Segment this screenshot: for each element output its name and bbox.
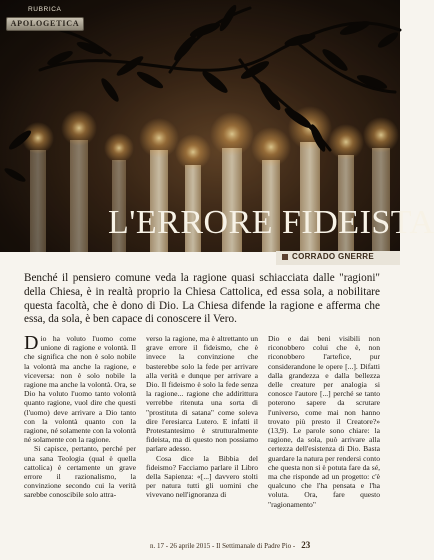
page-number: 23: [301, 540, 311, 550]
paragraph: Dio e dai beni visibili non riconobbero colui che è, non riconobbero l'artefice, pur considerandone le opere [...]. Difatti dalla grandezza e dalla bellezza delle creature per analogia si conosce l'autore [...] perché se tanto poterono sapere da scrutare l'universo, come mai non hanno trovato più presto il Creatore?» (13,9). Le parole sono chiare: la ragione, da sola, può arrivare alla certezza dell'esistenza di Dio. Basta guardare la natura per rendersi conto che questa non si è potuta fare da sé, ma che risponde ad un progetto: c'è qualcuno che l'ha pensata e l'ha voluta. Ora, fare questo "ragionamento": [268, 334, 380, 509]
column-1: [24, 334, 136, 534]
paragraph: Si capisce, pertanto, perché per una sana Teologia (qual è quella cattolica) è certamente un grave errore il razionalismo, la convinzione secondo cui la verità sarebbe conoscibile solo attra-: [24, 444, 136, 500]
section-badge-label: APOLOGETICA: [6, 17, 84, 31]
column-2: [146, 334, 258, 534]
issue-info: n. 17 - 26 aprile 2015 - Il Settimanale di Padre Pio -: [150, 542, 296, 550]
section-badge: [6, 4, 86, 52]
drop-cap: D: [24, 332, 39, 354]
author-name: CORRADO GNERRE: [292, 252, 374, 261]
author-byline: [282, 252, 374, 261]
paragraph: verso la ragione, ma è altrettanto un grave errore il fideismo, che è invece la convinzione che basterebbe solo la fede per arrivare alla verità e dunque per arrivare a Dio. Il fideismo è solo la fede senza la ragione... ragione che addirittura verrebbe ritenuta una sorta di "prostituta di satana" come soleva dire l'eresiarca Lutero. E infatti il Protestantesimo è strutturalmente fideista, ma di questo non possiamo parlare adesso.: [146, 334, 258, 454]
lead-paragraph: Benché il pensiero comune veda la ragione quasi schiacciata dalle "ragioni" della Chiesa, è in realtà proprio la Chiesa Cattolica, ed essa sola, a nobilitare questa facoltà, che è dono di Dio. La Chiesa difende la ragione e afferma che essa, da sola, è ben capace di conoscere il Vero.: [24, 272, 380, 326]
body-columns: [24, 334, 380, 534]
page-footer: [150, 540, 390, 550]
article-title: L'ERRORE FIDEISTA: [108, 204, 434, 241]
byline-square-icon: [282, 254, 288, 260]
column-3: [268, 334, 380, 534]
paragraph: Cosa dice la Bibbia del fideismo? Facciamo parlare il Libro della Sapienza: «[...] davvero stolti per natura tutti gli uomini che vivevano nell'ignoranza di: [146, 453, 258, 500]
section-badge-top: RUBRICA: [28, 6, 62, 13]
hero-image: [0, 0, 434, 252]
paragraph: Dio ha voluto l'uomo come unione di ragione e volontà. Il che significa che non è solo nobile la volontà ma anche la ragione, e viceversa: non è solo nobile la ragione ma anche la volontà. Ora, se Dio ha voluto l'uomo tanto volontà quanto ragione, vuol dire che questi (l'uomo) deve arrivare a Dio tanto con la volontà quanto con la ragione, né solamente con la volontà né solamente con la ragione.: [24, 332, 136, 445]
